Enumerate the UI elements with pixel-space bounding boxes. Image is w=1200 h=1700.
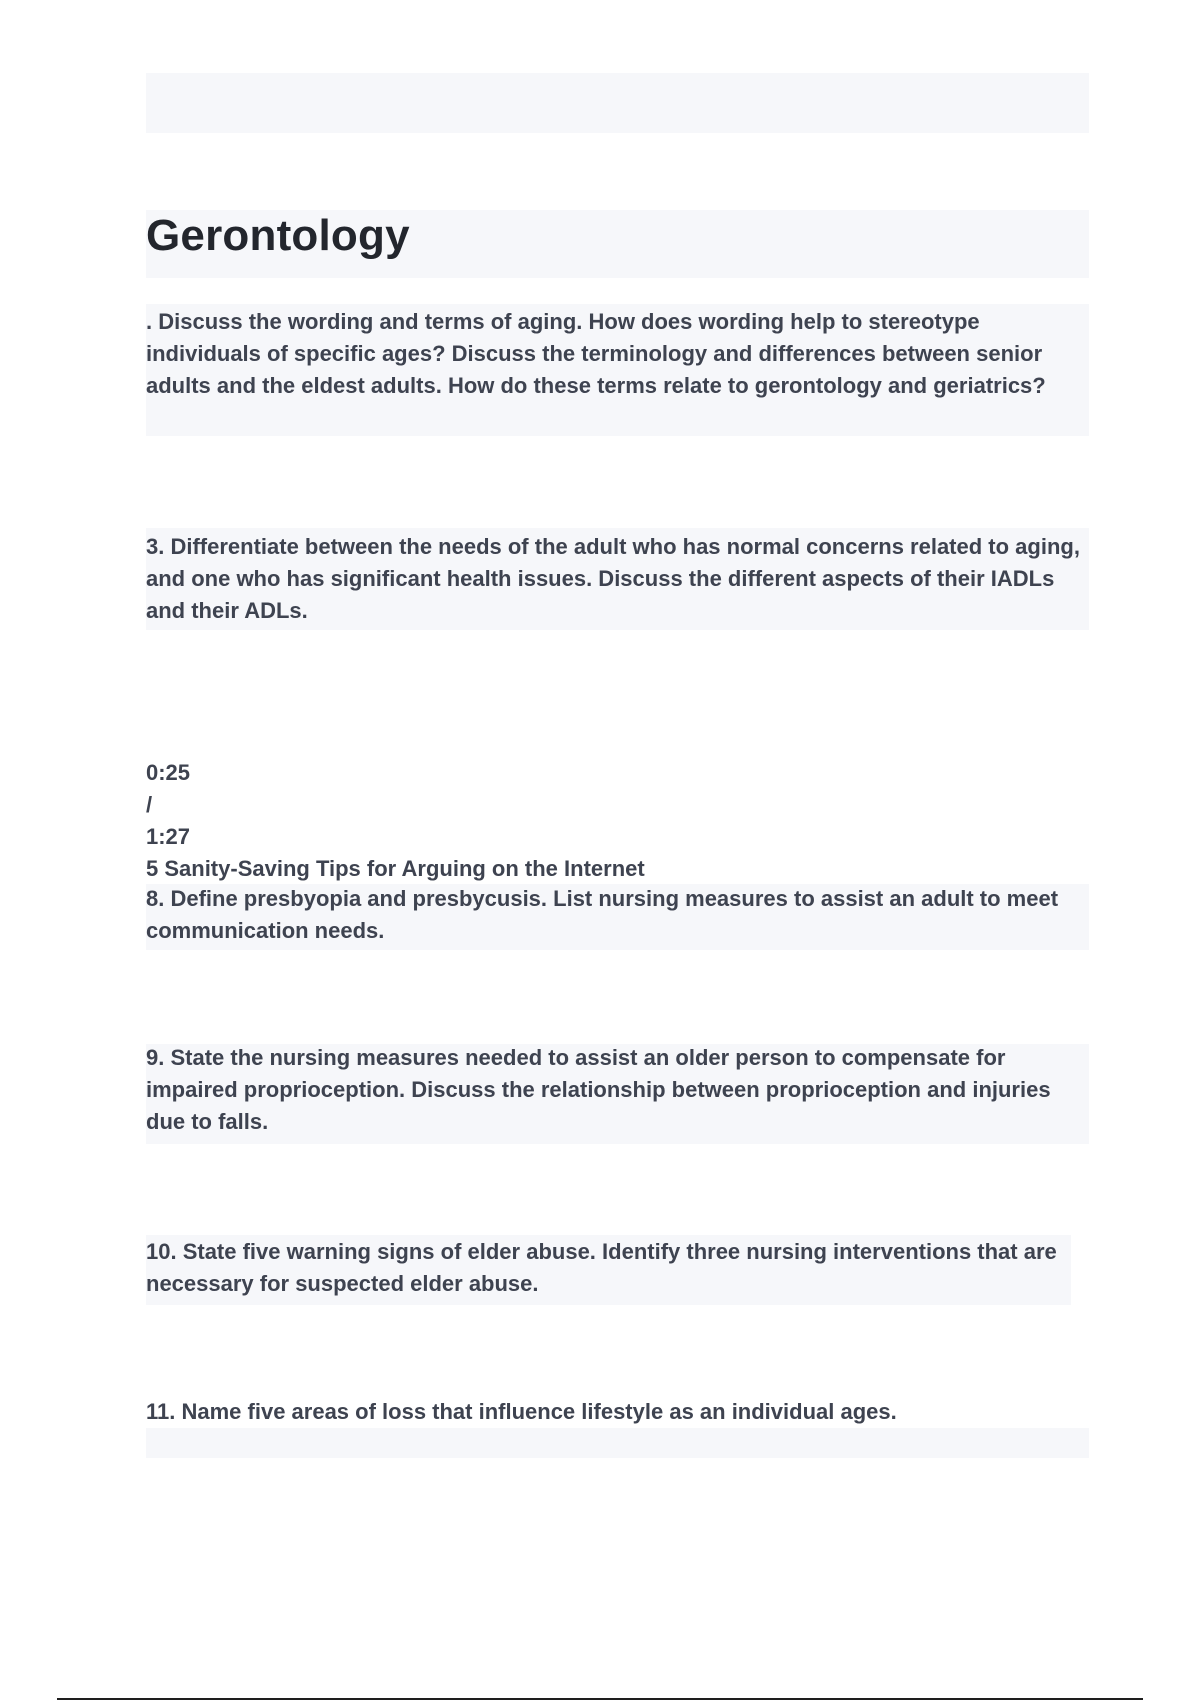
video-time-separator: / xyxy=(146,792,153,817)
question-10: 10. State five warning signs of elder abuse. Identify three nursing interventions that are necessary for suspected elder abuse. xyxy=(146,1239,1057,1296)
question-8: 8. Define presbyopia and presbycusis. List nursing measures to assist an adult to meet communication needs. xyxy=(146,886,1059,943)
page-title: Gerontology xyxy=(146,211,410,260)
question-11: 11. Name five areas of loss that influence lifestyle as an individual ages. xyxy=(146,1399,897,1424)
question-3: 3. Differentiate between the needs of the adult who has normal concerns related to aging, and one who has significant health issues. Discuss the different aspects of their IADLs and their ADLs. xyxy=(146,534,1080,623)
video-duration: 1:27 xyxy=(146,824,191,849)
question-1: . Discuss the wording and terms of aging. How does wording help to stereotype individuals of specific ages? Discuss the terminology and differences between senior adults and the eldest adults. How do these terms relate to gerontology and geriatrics? xyxy=(146,309,1046,398)
question-9: 9. State the nursing measures needed to assist an older person to compensate for impaired proprioception. Discuss the relationship between proprioception and injuries due to falls. xyxy=(146,1045,1051,1134)
video-title[interactable]: 5 Sanity-Saving Tips for Arguing on the Internet xyxy=(146,856,645,881)
video-current-time: 0:25 xyxy=(146,760,191,785)
video-player-info[interactable] xyxy=(146,757,645,885)
header-placeholder-band xyxy=(146,73,1089,133)
q11-band xyxy=(146,1428,1089,1458)
